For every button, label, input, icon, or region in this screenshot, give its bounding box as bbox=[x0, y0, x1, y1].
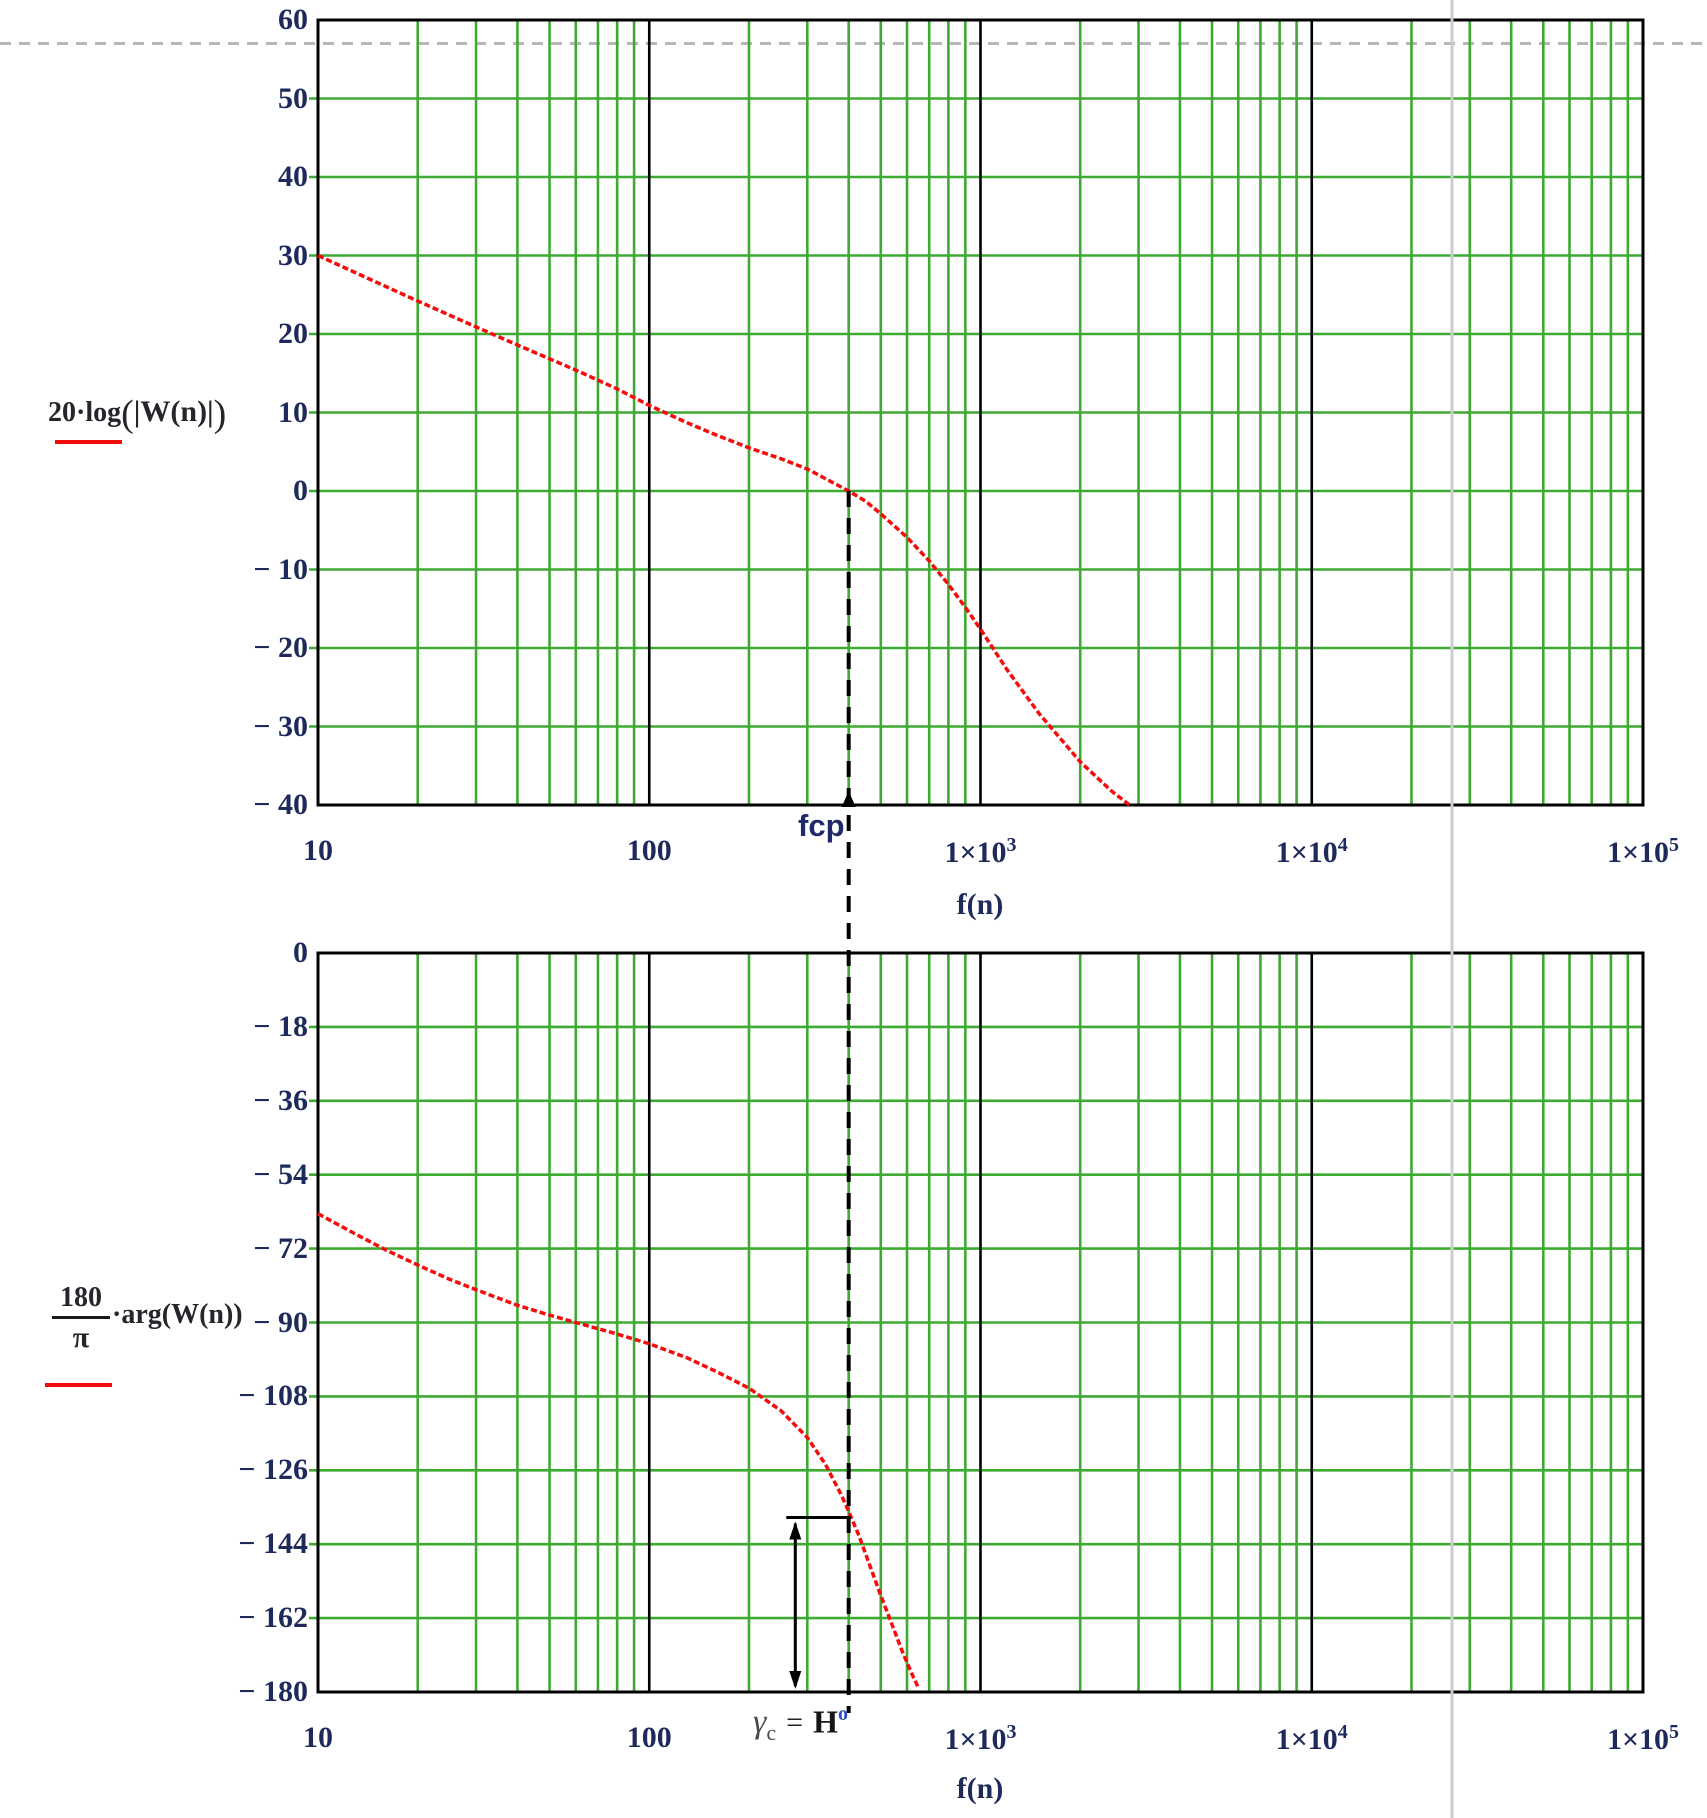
phase-xtick-label: 100 bbox=[626, 1721, 672, 1754]
margin-value: H bbox=[813, 1703, 838, 1740]
magnitude-axis-formula bbox=[48, 392, 226, 436]
magnitude-xtick-label: $1\times 10^3$ bbox=[944, 834, 1017, 869]
magnitude-ytick-label: 30 bbox=[278, 238, 308, 272]
magnitude-ytick-label: 40 bbox=[278, 160, 308, 193]
formula-lparen: ( bbox=[121, 393, 134, 435]
magnitude-curve bbox=[318, 256, 1130, 806]
arrow-up-icon bbox=[789, 1522, 801, 1540]
fraction-numerator: 180 bbox=[60, 1282, 102, 1313]
gamma-symbol: γ bbox=[753, 1703, 767, 1741]
phase-ytick-label: − 18 bbox=[253, 1009, 308, 1043]
degree-symbol: o bbox=[837, 1703, 848, 1725]
phase-xtick-label: 10 bbox=[303, 1721, 333, 1754]
magnitude-ytick-label: 10 bbox=[278, 395, 308, 429]
phase-ytick-label: − 162 bbox=[238, 1601, 308, 1635]
magnitude-xtick-label: $1\times 10^4$ bbox=[1275, 834, 1348, 869]
phase-ytick-label: − 126 bbox=[238, 1453, 308, 1487]
phase-ytick-label: − 144 bbox=[238, 1527, 308, 1561]
phase-ytick-label: 0 bbox=[293, 936, 308, 969]
phase-ytick-label: − 36 bbox=[253, 1083, 308, 1117]
formula-rparen: ) bbox=[213, 393, 227, 435]
magnitude-xtick-label: 10 bbox=[303, 834, 333, 867]
magnitude-xtick-label: $1\times 10^5$ bbox=[1606, 834, 1680, 869]
arrow-down-icon bbox=[789, 1671, 801, 1689]
magnitude-ytick-label: 20 bbox=[278, 317, 308, 350]
phase-xaxis-title: f(n) bbox=[956, 1772, 1004, 1805]
phase-xtick-label: $1\times 10^5$ bbox=[1606, 1721, 1680, 1756]
phase-legend-red-line bbox=[45, 1383, 112, 1387]
magnitude-ytick-label: − 40 bbox=[253, 788, 308, 821]
formula-prefix: 20·log bbox=[48, 397, 122, 428]
phase-margin-annotation bbox=[753, 1703, 848, 1746]
phase-ytick-label: − 72 bbox=[253, 1231, 308, 1265]
magnitude-ytick-label: 0 bbox=[293, 474, 308, 507]
formula-arg-part: ·arg(W(n)) bbox=[112, 1299, 243, 1330]
magnitude-ytick-label: − 10 bbox=[253, 552, 308, 586]
phase-xtick-label: $1\times 10^3$ bbox=[944, 1721, 1017, 1756]
magnitude-ytick-label: − 20 bbox=[253, 631, 308, 664]
equals-sign: = bbox=[786, 1706, 804, 1740]
phase-ytick-label: − 108 bbox=[238, 1379, 308, 1413]
magnitude-xaxis-title: f(n) bbox=[956, 888, 1004, 921]
phase-xtick-label: $1\times 10^4$ bbox=[1275, 1721, 1348, 1756]
phase-ytick-label: − 54 bbox=[253, 1157, 308, 1191]
magnitude-ytick-label: 60 bbox=[278, 3, 308, 36]
phase-axis-formula bbox=[50, 1283, 243, 1354]
magnitude-ytick-label: 50 bbox=[278, 81, 308, 115]
phase-ytick-label: − 90 bbox=[253, 1305, 308, 1339]
phase-ytick-label: − 180 bbox=[238, 1675, 308, 1708]
magnitude-xtick-label: 100 bbox=[626, 834, 672, 867]
magnitude-legend-red-line bbox=[55, 440, 122, 444]
magnitude-ytick-label: − 30 bbox=[253, 709, 308, 743]
fcp-label: fcp bbox=[798, 808, 845, 843]
formula-body: |W(n)| bbox=[133, 395, 214, 428]
fraction-180-over-pi bbox=[50, 1283, 112, 1354]
gamma-subscript: c bbox=[766, 1720, 777, 1746]
fraction-bar bbox=[52, 1316, 110, 1319]
fcp-arrowhead-icon bbox=[842, 791, 856, 807]
fraction-denominator: π bbox=[72, 1321, 90, 1354]
